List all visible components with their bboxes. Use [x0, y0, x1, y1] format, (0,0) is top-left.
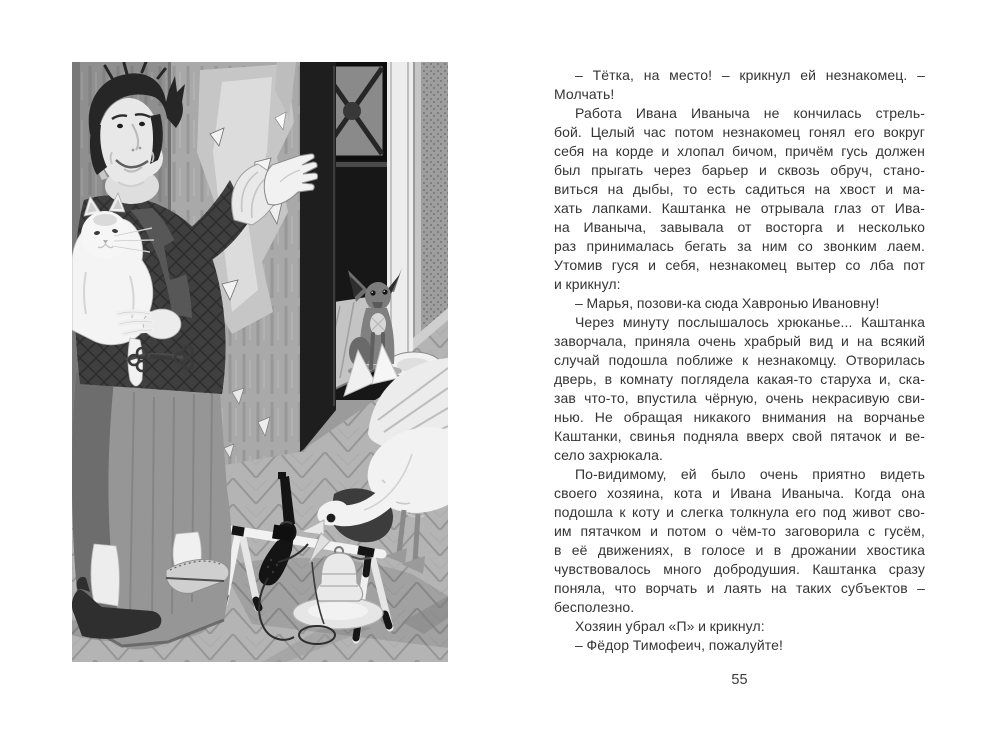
text-line: чувствовалось много добродушия. Каштанка сразу: [554, 561, 925, 577]
text-line: хать лапками. Каштанка не отрывала глаз от Ива-: [554, 200, 925, 216]
text-line: зав что-то, впустила чёрную, очень некрасивую сви-: [554, 390, 925, 406]
text-line: в её движениях, в голосе и в дрожании хвостика: [554, 542, 925, 558]
text-line: и крикнул:: [554, 276, 621, 292]
text-line: подошла к коту и слегка толкнула его под живот сво-: [554, 504, 925, 520]
text-line: Работа Ивана Иваныча не кончилась стрель-: [575, 105, 925, 121]
page-number: 55: [731, 672, 748, 688]
page-text: [554, 66, 925, 655]
text-line: виться на дыбы, то есть садиться на хвост и ма-: [554, 181, 925, 197]
text-line: село захрюкала.: [554, 447, 663, 463]
text-line: заворчала, приняла очень храбрый вид и на всякий: [554, 333, 925, 349]
text-line: По-видимому, ей было очень приятно видеть: [575, 466, 925, 482]
text-line: – Тётка, на место! – крикнул ей незнакомец. –: [575, 67, 925, 83]
text-line: – Марья, позови-ка сюда Хавронью Ивановну!: [575, 295, 880, 311]
text-line: бой. Целый час потом незнакомец гонял его вокруг: [554, 124, 925, 140]
text-line: поняла, что ворчать и лаять на таких субъектов –: [554, 580, 925, 596]
text-line: – Фёдор Тимофеич, пожалуйте!: [575, 637, 783, 653]
text-line: себя на корде и хлопал бичом, причём гусь должен: [554, 143, 925, 159]
text-line: был прыгать через барьер и сквозь обруч, стано-: [554, 162, 925, 178]
text-line: Утомив гуся и себя, незнакомец вытер со лба пот: [554, 257, 925, 273]
text-line: нью. Не обращая никакого внимания на ворчанье: [554, 409, 925, 425]
text-line: Молчать!: [554, 86, 615, 102]
text-line: бесполезно.: [554, 599, 635, 615]
text-line: им пятачком и потом о чём-то заговорила с гусём,: [554, 523, 925, 539]
text-line: случай подошла поближе к незнакомцу. Отворилась: [554, 352, 925, 368]
text-line: Хозяин убрал «П» и крикнул:: [575, 618, 765, 634]
right-wall: [413, 62, 448, 352]
illustration-art: [72, 62, 448, 662]
text-line: своего хозяина, кота и Ивана Иваныча. Когда она: [554, 485, 925, 501]
text-line: на Иваныча, завывала от восторга и несколько: [554, 219, 925, 235]
text-line: дверь, в комнату поглядела какая-то старуха и, ска-: [554, 371, 925, 387]
book-illustration: [72, 62, 448, 662]
text-line: раз принималась бегать за ним со звонким лаем.: [554, 238, 925, 254]
text-line: Через минуту послышалось хрюканье... Каштанка: [575, 314, 925, 330]
text-line: Каштанки, свинья подняла вверх свой пятачок и ве-: [554, 428, 925, 444]
